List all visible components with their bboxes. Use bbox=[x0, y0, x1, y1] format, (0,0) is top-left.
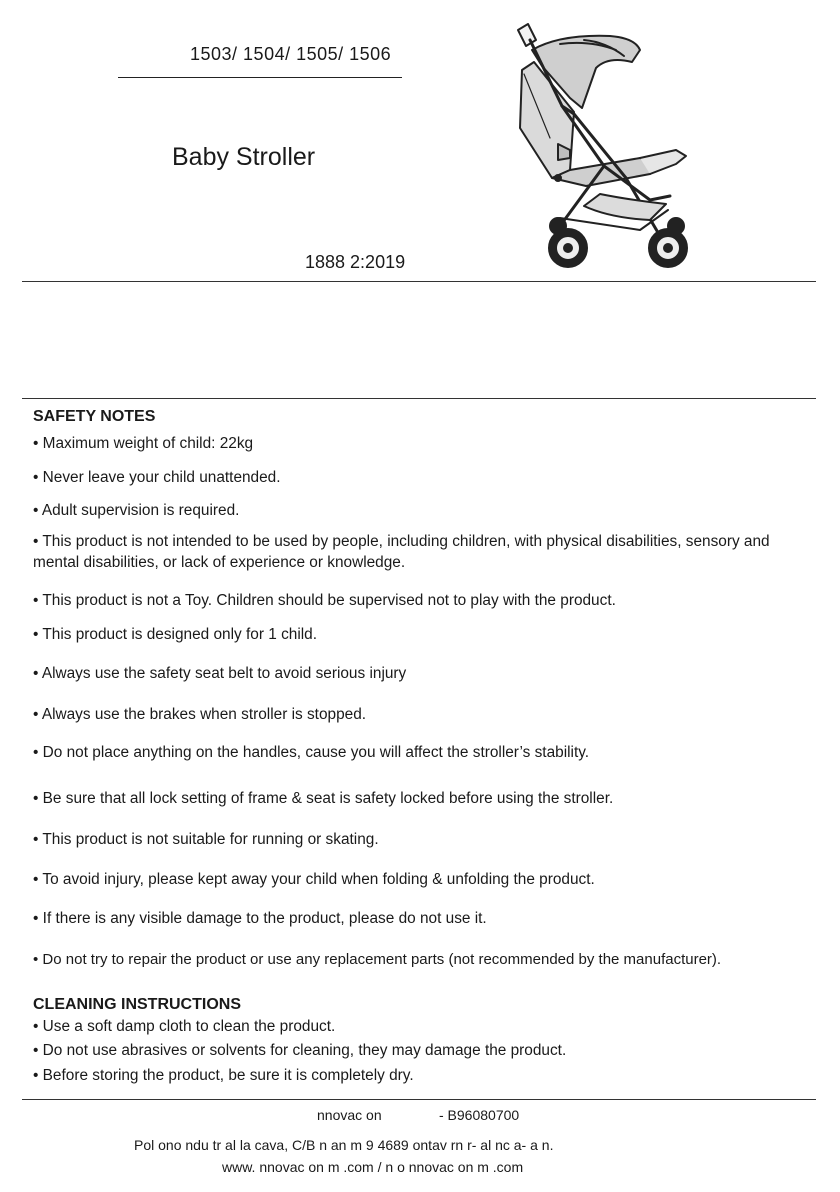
safety-note: • This product is not suitable for running or skating. bbox=[33, 831, 379, 848]
cleaning-note: • Use a soft damp cloth to clean the product. bbox=[33, 1018, 336, 1035]
header-divider bbox=[22, 281, 816, 282]
company-cif: - B96080700 bbox=[439, 1107, 520, 1123]
safety-note: • Always use the safety seat belt to avoid serious injury bbox=[33, 665, 407, 682]
safety-note: • This product is designed only for 1 child. bbox=[33, 626, 317, 643]
safety-note: • Never leave your child unattended. bbox=[33, 469, 281, 486]
safety-divider bbox=[22, 398, 816, 399]
product-title: Baby Stroller bbox=[172, 143, 316, 171]
safety-note: • Maximum weight of child: 22kg bbox=[33, 435, 254, 452]
model-numbers: 1503/ 1504/ 1505/ 1506 bbox=[190, 44, 392, 64]
safety-note: • This product is not intended to be used by people, including children, with physical disabilities, sensory and mental disabilities, or lack of experience or knowledge. bbox=[33, 533, 770, 571]
safety-notes-heading: SAFETY NOTES bbox=[33, 408, 156, 425]
cleaning-instructions-heading: CLEANING INSTRUCTIONS bbox=[33, 996, 241, 1013]
footer-divider bbox=[22, 1099, 816, 1100]
safety-note: • Adult supervision is required. bbox=[33, 502, 240, 519]
safety-note: • This product is not a Toy. Children should be supervised not to play with the product. bbox=[33, 592, 616, 609]
standard-number: 1888 2:2019 bbox=[305, 252, 406, 272]
safety-note: • Do not place anything on the handles, cause you will affect the stroller’s stability. bbox=[33, 744, 590, 761]
safety-note: • If there is any visible damage to the product, please do not use it. bbox=[33, 910, 487, 927]
cleaning-note: • Do not use abrasives or solvents for cleaning, they may damage the product. bbox=[33, 1042, 567, 1059]
company-address: Pol ono ndu tr al la cava, C/B n an m 9 4689 ontav rn r- al nc a- a n. bbox=[134, 1137, 554, 1153]
safety-note: • Be sure that all lock setting of frame & seat is safety locked before using the stroller. bbox=[33, 790, 614, 807]
safety-note: • Do not try to repair the product or use any replacement parts (not recommended by the manufacturer). bbox=[33, 951, 722, 968]
stroller-illustration bbox=[500, 10, 700, 272]
safety-note: • Always use the brakes when stroller is stopped. bbox=[33, 706, 367, 723]
title-underline bbox=[118, 77, 402, 78]
company-website[interactable]: www. nnovac on m .com / n o nnovac on m .com bbox=[222, 1159, 524, 1175]
cleaning-note: • Before storing the product, be sure it is completely dry. bbox=[33, 1067, 414, 1084]
company-name: nnovac on bbox=[317, 1107, 382, 1123]
safety-note: • To avoid injury, please kept away your child when folding & unfolding the product. bbox=[33, 871, 595, 888]
